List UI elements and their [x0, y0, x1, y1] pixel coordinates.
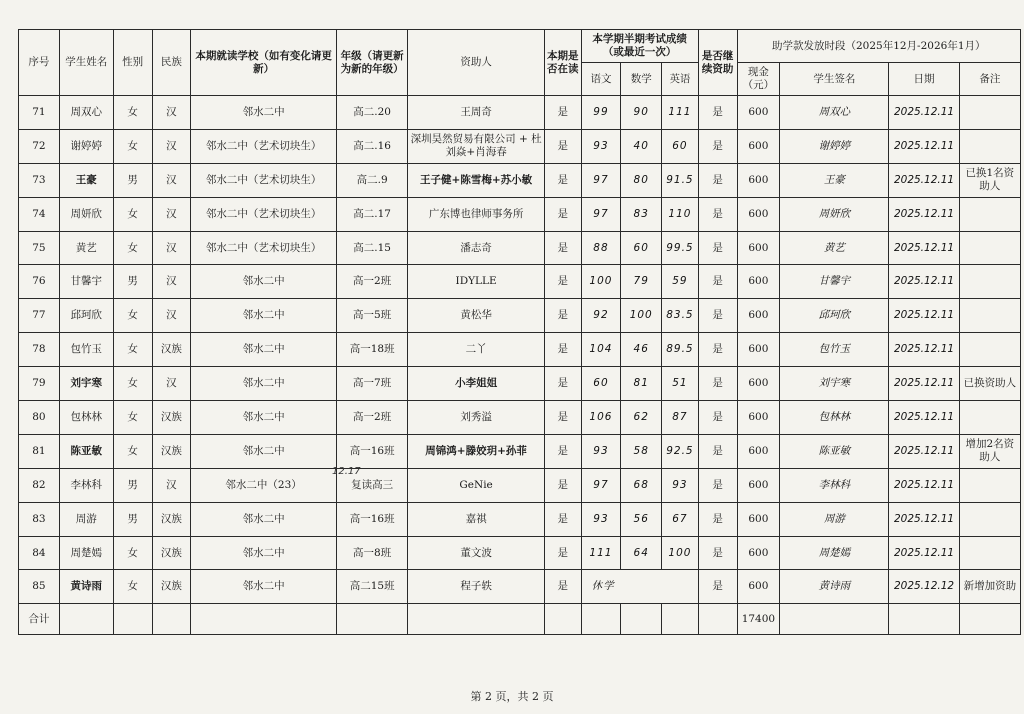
cash-amount: 600 — [737, 129, 780, 163]
score-chinese: 88 — [581, 231, 621, 265]
enrolled-status: 是 — [544, 367, 581, 401]
sponsor: 广东博也律师事务所 — [408, 197, 545, 231]
gender: 男 — [113, 468, 152, 502]
student-name: 刘宇寒 — [59, 367, 113, 401]
grade: 高一2班 — [336, 401, 407, 435]
ethnicity: 汉 — [152, 163, 191, 197]
header-period: 助学款发放时段（2025年12月-2026年1月） — [737, 30, 1021, 63]
enrolled-status: 是 — [544, 299, 581, 333]
score-math: 62 — [621, 401, 662, 435]
sponsor: 深圳昊然贸易有限公司 + 杜刘焱+肖海春 — [408, 129, 545, 163]
row-number: 73 — [19, 163, 60, 197]
table-row — [19, 434, 1021, 468]
ethnicity: 汉 — [152, 96, 191, 130]
ethnicity: 汉族 — [152, 570, 191, 604]
row-number: 84 — [19, 536, 60, 570]
row-number: 71 — [19, 96, 60, 130]
gender: 女 — [113, 299, 152, 333]
continue-aid: 是 — [698, 96, 737, 130]
gender: 女 — [113, 96, 152, 130]
sign-date: 2025.12.11 — [889, 129, 959, 163]
sign-date: 2025.12.11 — [889, 401, 959, 435]
row-number: 74 — [19, 197, 60, 231]
grade: 高二.9 — [336, 163, 407, 197]
row-number: 80 — [19, 401, 60, 435]
continue-aid: 是 — [698, 333, 737, 367]
header-school: 本期就读学校（如有变化请更新） — [191, 30, 337, 96]
header-signature: 学生签名 — [780, 63, 889, 96]
cash-amount: 600 — [737, 367, 780, 401]
row-number: 81 — [19, 434, 60, 468]
student-signature: 周游 — [780, 502, 889, 536]
table-row — [19, 367, 1021, 401]
grade: 高二15班 — [336, 570, 407, 604]
grade: 高二.16 — [336, 129, 407, 163]
student-signature: 周双心 — [780, 96, 889, 130]
cash-amount: 600 — [737, 231, 780, 265]
table-row — [19, 536, 1021, 570]
total-empty — [780, 604, 889, 635]
header-continue: 是否继续资助 — [698, 30, 737, 96]
sponsor: 王周奇 — [408, 96, 545, 130]
student-name: 周双心 — [59, 96, 113, 130]
student-name: 黄诗雨 — [59, 570, 113, 604]
continue-aid: 是 — [698, 401, 737, 435]
remark — [959, 401, 1020, 435]
total-empty — [408, 604, 545, 635]
score-english: 60 — [662, 129, 699, 163]
school: 邻水二中 — [191, 265, 337, 299]
student-name: 周楚嫣 — [59, 536, 113, 570]
score-chinese: 104 — [581, 333, 621, 367]
table-row — [19, 129, 1021, 163]
sponsor: 二丫 — [408, 333, 545, 367]
total-empty — [113, 604, 152, 635]
student-name: 李林科 — [59, 468, 113, 502]
sponsor: 刘秀溢 — [408, 401, 545, 435]
score-math: 46 — [621, 333, 662, 367]
remark — [959, 197, 1020, 231]
sponsor: 王子健+陈雪梅+苏小敏 — [408, 163, 545, 197]
school: 邻水二中 — [191, 333, 337, 367]
enrolled-status: 是 — [544, 96, 581, 130]
student-signature: 周妍欣 — [780, 197, 889, 231]
sponsor: IDYLLE — [408, 265, 545, 299]
school: 邻水二中 — [191, 536, 337, 570]
student-signature: 黄诗雨 — [780, 570, 889, 604]
total-empty — [889, 604, 959, 635]
remark — [959, 502, 1020, 536]
gender: 男 — [113, 265, 152, 299]
student-signature: 周楚嫣 — [780, 536, 889, 570]
total-empty — [544, 604, 581, 635]
table-row — [19, 163, 1021, 197]
score-chinese: 106 — [581, 401, 621, 435]
score-math: 56 — [621, 502, 662, 536]
student-signature: 黄艺 — [780, 231, 889, 265]
header-seq: 序号 — [19, 30, 60, 96]
header-grade: 年级（请更新为新的年级） — [336, 30, 407, 96]
cash-amount: 600 — [737, 401, 780, 435]
table-row — [19, 96, 1021, 130]
sponsor: 潘志奇 — [408, 231, 545, 265]
table-row — [19, 570, 1021, 604]
sign-date: 2025.12.11 — [889, 96, 959, 130]
row-number: 83 — [19, 502, 60, 536]
ethnicity: 汉族 — [152, 401, 191, 435]
grade: 高二.15 — [336, 231, 407, 265]
header-gender: 性别 — [113, 30, 152, 96]
table-row — [19, 299, 1021, 333]
row-number: 82 — [19, 468, 60, 502]
ethnicity: 汉 — [152, 129, 191, 163]
cash-amount: 600 — [737, 536, 780, 570]
score-english: 51 — [662, 367, 699, 401]
remark — [959, 231, 1020, 265]
gender: 女 — [113, 536, 152, 570]
continue-aid: 是 — [698, 163, 737, 197]
remark — [959, 536, 1020, 570]
grade: 高二.17 — [336, 197, 407, 231]
row-number: 85 — [19, 570, 60, 604]
score-chinese: 93 — [581, 434, 621, 468]
grade: 高一16班 — [336, 502, 407, 536]
header-cash: 现金（元） — [737, 63, 780, 96]
student-name: 周妍欣 — [59, 197, 113, 231]
grade: 高一16班 — [336, 434, 407, 468]
score-english: 91.5 — [662, 163, 699, 197]
remark — [959, 129, 1020, 163]
gender: 女 — [113, 197, 152, 231]
sign-date: 2025.12.11 — [889, 333, 959, 367]
student-name: 黄艺 — [59, 231, 113, 265]
grade: 高一5班 — [336, 299, 407, 333]
enrolled-status: 是 — [544, 163, 581, 197]
sign-date: 2025.12.11 — [889, 299, 959, 333]
score-math: 79 — [621, 265, 662, 299]
enrolled-status: 是 — [544, 434, 581, 468]
ethnicity: 汉族 — [152, 333, 191, 367]
ethnicity: 汉 — [152, 197, 191, 231]
remark: 已换资助人 — [959, 367, 1020, 401]
enrolled-status: 是 — [544, 197, 581, 231]
continue-aid: 是 — [698, 231, 737, 265]
ethnicity: 汉族 — [152, 536, 191, 570]
score-chinese: 97 — [581, 163, 621, 197]
grade: 复读高三 — [336, 468, 407, 502]
sponsor: GeNie — [408, 468, 545, 502]
enrolled-status: 是 — [544, 468, 581, 502]
sponsor: 黄松华 — [408, 299, 545, 333]
header-sponsor: 资助人 — [408, 30, 545, 96]
student-signature: 谢婷婷 — [780, 129, 889, 163]
continue-aid: 是 — [698, 299, 737, 333]
score-math: 64 — [621, 536, 662, 570]
student-signature: 甘馨宇 — [780, 265, 889, 299]
score-english: 110 — [662, 197, 699, 231]
ethnicity: 汉 — [152, 265, 191, 299]
school: 邻水二中 — [191, 299, 337, 333]
cash-amount: 600 — [737, 96, 780, 130]
table-row — [19, 502, 1021, 536]
sign-date: 2025.12.11 — [889, 502, 959, 536]
enrolled-status: 是 — [544, 570, 581, 604]
enrolled-status: 是 — [544, 231, 581, 265]
ethnicity: 汉 — [152, 299, 191, 333]
ethnicity: 汉 — [152, 468, 191, 502]
sign-date: 2025.12.11 — [889, 265, 959, 299]
enrolled-status: 是 — [544, 265, 581, 299]
score-chinese: 111 — [581, 536, 621, 570]
cash-amount: 600 — [737, 265, 780, 299]
header-math: 数学 — [621, 63, 662, 96]
total-empty — [336, 604, 407, 635]
sponsor: 周锦鸿+滕姣玥+孙菲 — [408, 434, 545, 468]
school: 邻水二中 — [191, 502, 337, 536]
sign-date: 2025.12.11 — [889, 367, 959, 401]
student-signature: 包林林 — [780, 401, 889, 435]
sign-date: 2025.12.12 — [889, 570, 959, 604]
score-chinese: 休学 — [581, 570, 698, 604]
remark — [959, 96, 1020, 130]
sign-date: 2025.12.11 — [889, 468, 959, 502]
total-empty — [581, 604, 621, 635]
total-empty — [959, 604, 1020, 635]
student-signature: 包竹玉 — [780, 333, 889, 367]
score-english: 92.5 — [662, 434, 699, 468]
table-row — [19, 197, 1021, 231]
sponsor: 董文波 — [408, 536, 545, 570]
score-chinese: 97 — [581, 468, 621, 502]
total-empty — [59, 604, 113, 635]
school: 邻水二中（艺术切块生） — [191, 163, 337, 197]
score-math: 60 — [621, 231, 662, 265]
school: 邻水二中 — [191, 96, 337, 130]
student-name: 周游 — [59, 502, 113, 536]
student-signature: 李林科 — [780, 468, 889, 502]
score-chinese: 97 — [581, 197, 621, 231]
header-ethnic: 民族 — [152, 30, 191, 96]
total-label: 合计 — [19, 604, 60, 635]
school: 邻水二中 — [191, 570, 337, 604]
score-chinese: 93 — [581, 129, 621, 163]
total-empty — [191, 604, 337, 635]
continue-aid: 是 — [698, 265, 737, 299]
total-empty — [152, 604, 191, 635]
enrolled-status: 是 — [544, 536, 581, 570]
student-signature: 王豪 — [780, 163, 889, 197]
gender: 女 — [113, 231, 152, 265]
table-row — [19, 401, 1021, 435]
remark: 新增加资助 — [959, 570, 1020, 604]
student-signature: 刘宇寒 — [780, 367, 889, 401]
continue-aid: 是 — [698, 570, 737, 604]
score-chinese: 92 — [581, 299, 621, 333]
student-name: 谢婷婷 — [59, 129, 113, 163]
header-name: 学生姓名 — [59, 30, 113, 96]
gender: 女 — [113, 333, 152, 367]
score-math: 80 — [621, 163, 662, 197]
cash-amount: 600 — [737, 570, 780, 604]
cash-amount: 600 — [737, 502, 780, 536]
continue-aid: 是 — [698, 468, 737, 502]
grade: 高一7班 — [336, 367, 407, 401]
continue-aid: 是 — [698, 502, 737, 536]
student-signature: 邱珂欣 — [780, 299, 889, 333]
student-name: 包林林 — [59, 401, 113, 435]
total-empty — [698, 604, 737, 635]
continue-aid: 是 — [698, 197, 737, 231]
gender: 女 — [113, 434, 152, 468]
aid-distribution-table — [18, 29, 1021, 635]
remark: 已换1名资助人 — [959, 163, 1020, 197]
school: 邻水二中（艺术切块生） — [191, 231, 337, 265]
gender: 女 — [113, 570, 152, 604]
gender: 女 — [113, 401, 152, 435]
sponsor: 嘉祺 — [408, 502, 545, 536]
row-number: 78 — [19, 333, 60, 367]
continue-aid: 是 — [698, 129, 737, 163]
gender: 女 — [113, 367, 152, 401]
continue-aid: 是 — [698, 434, 737, 468]
enrolled-status: 是 — [544, 401, 581, 435]
cash-amount: 600 — [737, 299, 780, 333]
school: 邻水二中 — [191, 367, 337, 401]
table-row — [19, 231, 1021, 265]
sign-date: 2025.12.11 — [889, 434, 959, 468]
enrolled-status: 是 — [544, 129, 581, 163]
grade: 高一2班 — [336, 265, 407, 299]
header-date: 日期 — [889, 63, 959, 96]
school: 邻水二中 — [191, 434, 337, 468]
row-number: 75 — [19, 231, 60, 265]
ethnicity: 汉 — [152, 231, 191, 265]
header-remark: 备注 — [959, 63, 1020, 96]
grade: 高一18班 — [336, 333, 407, 367]
student-name: 甘馨宇 — [59, 265, 113, 299]
sign-date: 2025.12.11 — [889, 536, 959, 570]
score-chinese: 99 — [581, 96, 621, 130]
total-cash: 17400 — [737, 604, 780, 635]
school: 邻水二中（23） — [191, 468, 337, 502]
sponsor: 程子轶 — [408, 570, 545, 604]
student-signature: 陈亚敏 — [780, 434, 889, 468]
remark: 增加2名资助人 — [959, 434, 1020, 468]
score-english: 67 — [662, 502, 699, 536]
student-name: 陈亚敏 — [59, 434, 113, 468]
score-math: 68 — [621, 468, 662, 502]
sign-date: 2025.12.11 — [889, 197, 959, 231]
table-row — [19, 333, 1021, 367]
student-name: 邱珂欣 — [59, 299, 113, 333]
grade: 高一8班 — [336, 536, 407, 570]
continue-aid: 是 — [698, 536, 737, 570]
score-english: 100 — [662, 536, 699, 570]
cash-amount: 600 — [737, 197, 780, 231]
score-math: 100 — [621, 299, 662, 333]
row-number: 77 — [19, 299, 60, 333]
gender: 女 — [113, 129, 152, 163]
continue-aid: 是 — [698, 367, 737, 401]
score-english: 89.5 — [662, 333, 699, 367]
score-math: 40 — [621, 129, 662, 163]
score-english: 111 — [662, 96, 699, 130]
cash-amount: 600 — [737, 434, 780, 468]
score-math: 81 — [621, 367, 662, 401]
header-enrolled: 本期是否在读 — [544, 30, 581, 96]
score-chinese: 93 — [581, 502, 621, 536]
score-english: 83.5 — [662, 299, 699, 333]
enrolled-status: 是 — [544, 333, 581, 367]
student-name: 王豪 — [59, 163, 113, 197]
score-chinese: 100 — [581, 265, 621, 299]
sign-date: 2025.12.11 — [889, 231, 959, 265]
grade: 高二.20 — [336, 96, 407, 130]
remark — [959, 265, 1020, 299]
score-english: 93 — [662, 468, 699, 502]
score-math: 83 — [621, 197, 662, 231]
row-number: 72 — [19, 129, 60, 163]
total-empty — [662, 604, 699, 635]
header-english: 英语 — [662, 63, 699, 96]
cash-amount: 600 — [737, 468, 780, 502]
handwritten-annotation: 12.17 — [332, 466, 361, 477]
total-empty — [621, 604, 662, 635]
score-english: 87 — [662, 401, 699, 435]
score-chinese: 60 — [581, 367, 621, 401]
row-number: 76 — [19, 265, 60, 299]
enrolled-status: 是 — [544, 502, 581, 536]
cash-amount: 600 — [737, 333, 780, 367]
sponsor: 小李姐姐 — [408, 367, 545, 401]
header-chinese: 语文 — [581, 63, 621, 96]
sign-date: 2025.12.11 — [889, 163, 959, 197]
cash-amount: 600 — [737, 163, 780, 197]
remark — [959, 468, 1020, 502]
school: 邻水二中 — [191, 401, 337, 435]
gender: 男 — [113, 163, 152, 197]
ethnicity: 汉族 — [152, 434, 191, 468]
remark — [959, 333, 1020, 367]
score-math: 58 — [621, 434, 662, 468]
remark — [959, 299, 1020, 333]
score-english: 99.5 — [662, 231, 699, 265]
page-footer: 第 2 页，共 2 页 — [470, 690, 554, 703]
row-number: 79 — [19, 367, 60, 401]
ethnicity: 汉 — [152, 367, 191, 401]
gender: 男 — [113, 502, 152, 536]
score-english: 59 — [662, 265, 699, 299]
school: 邻水二中（艺术切块生） — [191, 197, 337, 231]
table-row — [19, 468, 1021, 502]
ethnicity: 汉族 — [152, 502, 191, 536]
table-row — [19, 265, 1021, 299]
student-name: 包竹玉 — [59, 333, 113, 367]
score-math: 90 — [621, 96, 662, 130]
school: 邻水二中（艺术切块生） — [191, 129, 337, 163]
header-scores: 本学期半期考试成绩（或最近一次） — [581, 30, 698, 63]
